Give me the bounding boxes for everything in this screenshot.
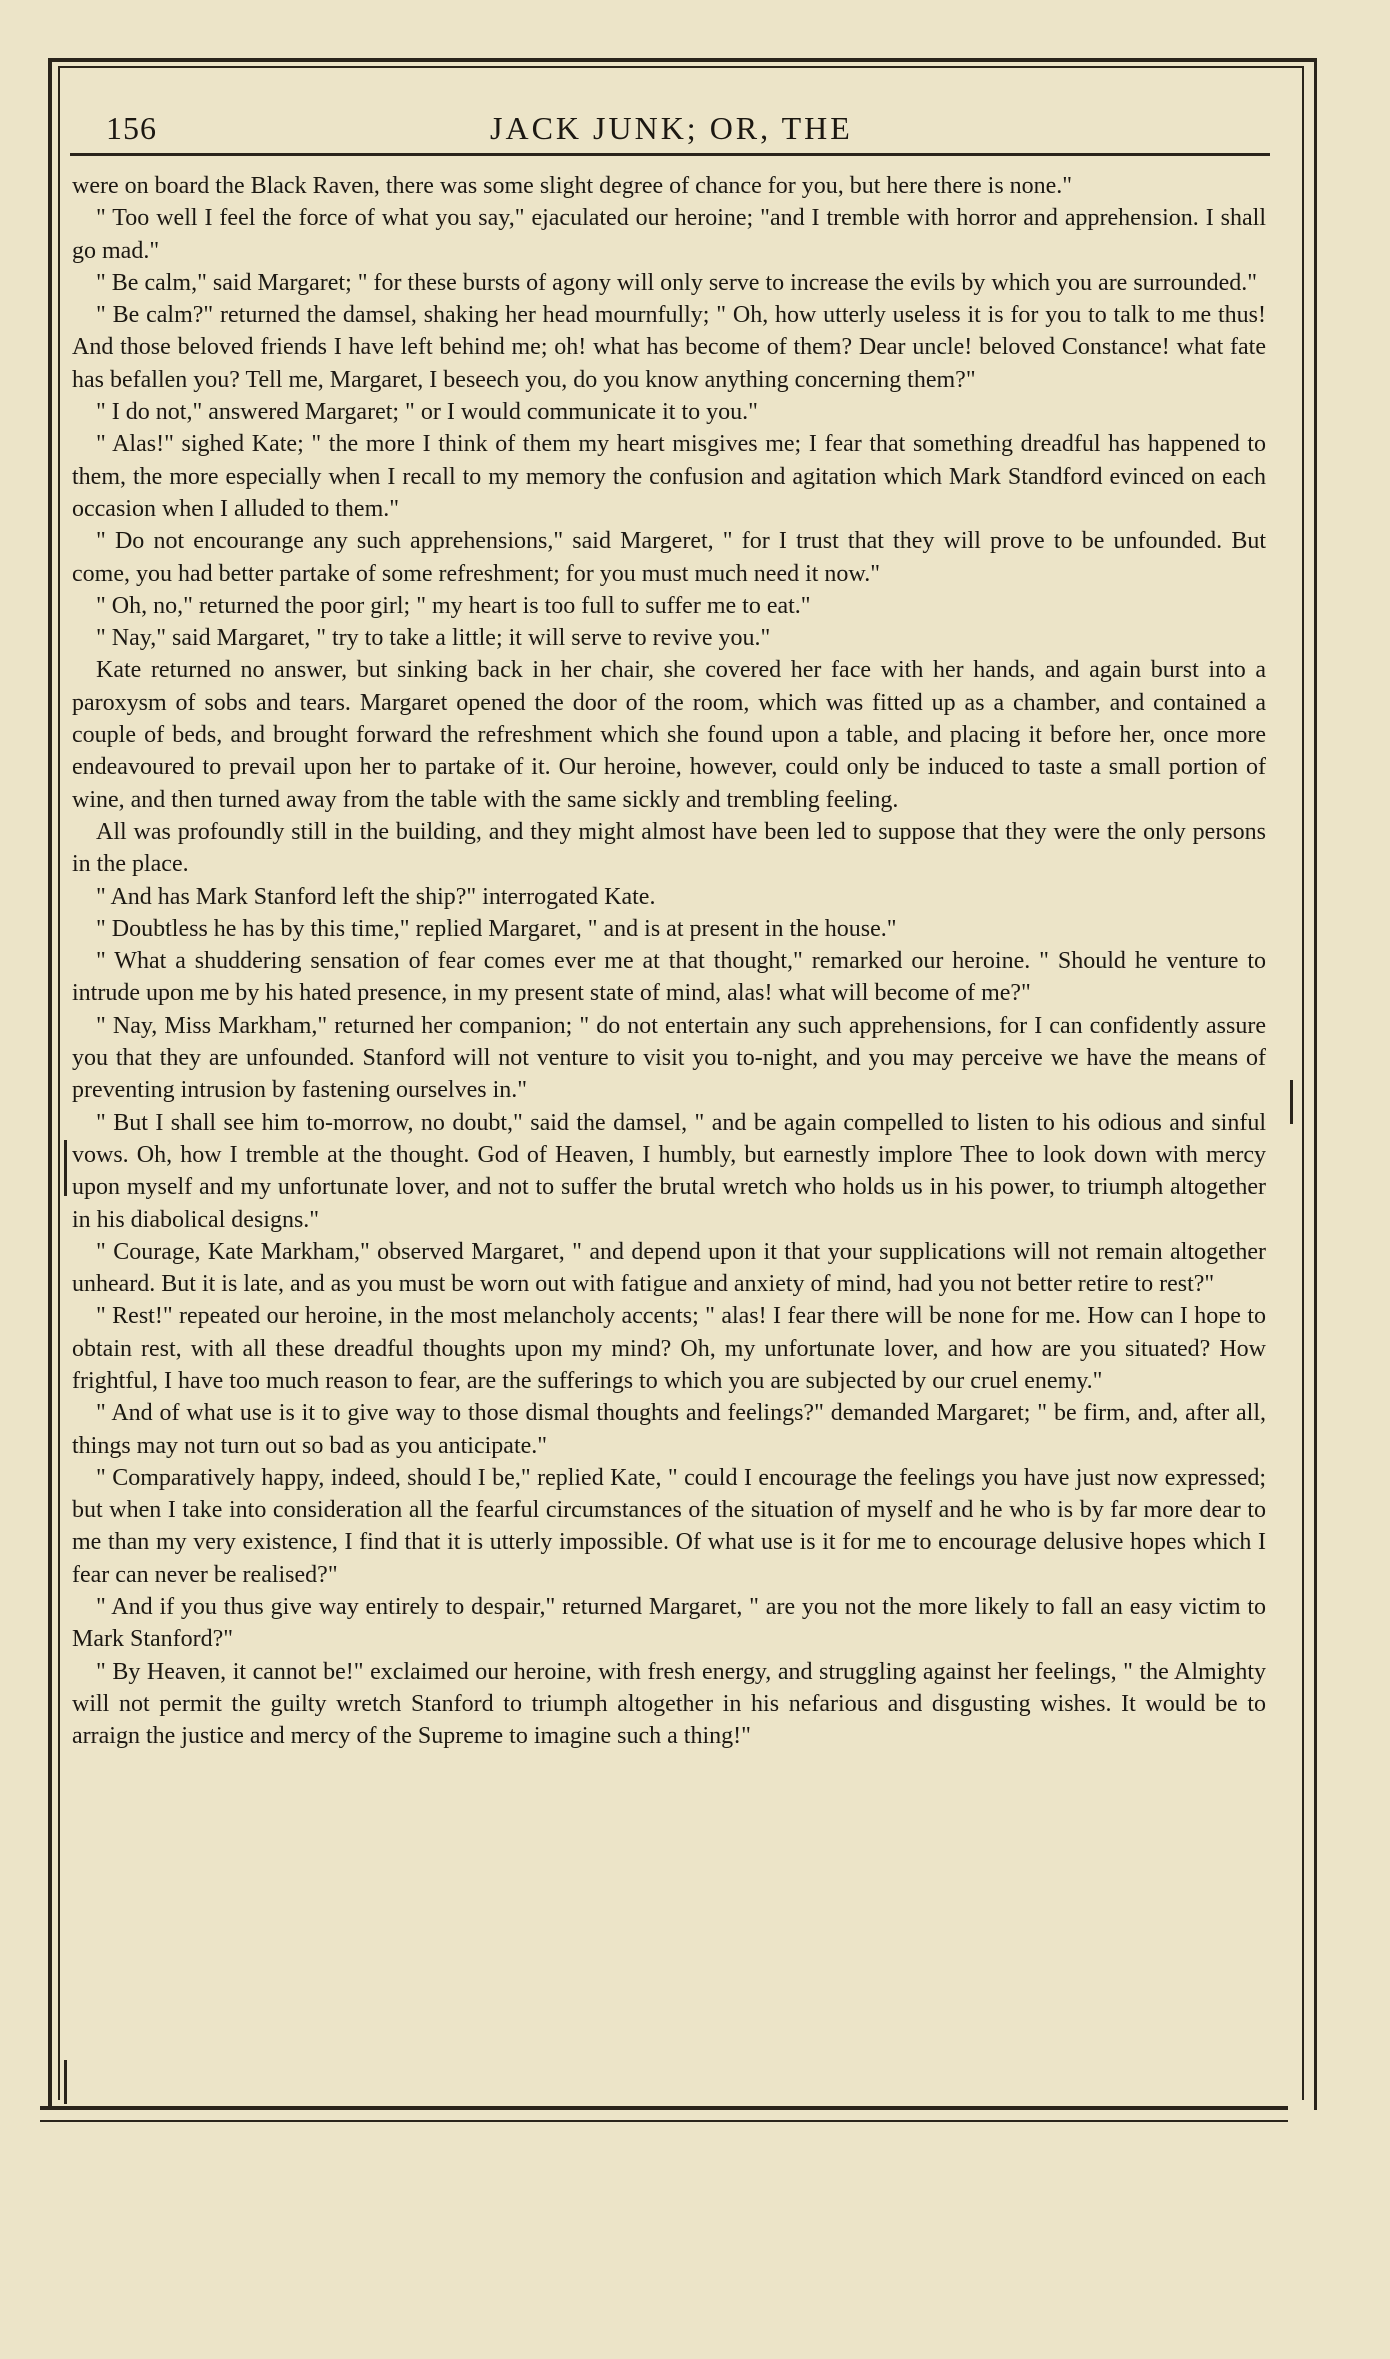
page-number: 156: [106, 110, 157, 146]
body-text: [72, 170, 1266, 1753]
paragraph: Kate returned no answer, but sinking back in her chair, she covered her face with her hands, and again burst into a paroxysm of sobs and tears. Margaret opened the door of the room, which was fitted up as a chamber, and contained a couple of beds, and brought forward the refreshment which she found upon a table, and placing it before her, once more endeavoured to prevail upon her to partake of it. Our heroine, however, could only be induced to taste a small portion of wine, and then turned away from the table with the same sickly and trembling feeling.: [72, 657, 1266, 813]
margin-mark: [64, 1140, 67, 1196]
page-header: [70, 100, 1270, 160]
margin-mark: [64, 2060, 67, 2104]
paragraph: " Comparatively happy, indeed, should I be," replied Kate, " could I encourage the feelings you have just now expressed; but when I take into consideration all the fearful circumstances of the situation of myself and he who is by far more dear to me than my very existence, I find that it is utterly impossible. Of what use is it for me to encourage delusive hopes which I fear can never be realised?": [72, 1464, 1266, 1588]
paragraph: " I do not," answered Margaret; " or I would communicate it to you.": [96, 399, 758, 426]
paragraph: " Alas!" sighed Kate; " the more I think of them my heart misgives me; I fear that something dreadful has happened to them, the more especially when I recall to my memory the confusion and agitation which Mark Standford evinced on each occasion when I alluded to them.": [72, 431, 1266, 522]
bottom-rule: [40, 2106, 1288, 2122]
paragraph: " But I shall see him to-morrow, no doubt," said the damsel, " and be again compelled to listen to his odious and sinful vows. Oh, how I tremble at the thought. God of Heaven, I humbly, but earnestly implore Thee to look down with mercy upon myself and my unfortunate lover, and not to suffer the brutal wretch who holds us in his power, to triumph altogether in his diabolical designs.": [72, 1109, 1266, 1233]
paragraph: " Doubtless he has by this time," replied Margaret, " and is at present in the house.": [96, 915, 897, 942]
paragraph: All was profoundly still in the building, and they might almost have been led to suppose that they were the only persons in the place.: [72, 818, 1266, 878]
paragraph: were on board the Black Raven, there was some slight degree of chance for you, but here there is none.": [72, 173, 1073, 199]
paragraph: " Be calm," said Margaret; " for these bursts of agony will only serve to increase the evils by which you are surrounded.": [96, 269, 1258, 296]
paragraph: " Do not encourange any such apprehensions," said Margeret, " for I trust that they will prove to be unfounded. But come, you had better partake of some refreshment; for you must much need it now.": [72, 528, 1266, 587]
paragraph: " Rest!" repeated our heroine, in the most melancholy accents; " alas! I fear there will be none for me. How can I hope to obtain rest, with all these dreadful thoughts upon my mind? Oh, my unfortunate lover, and how are you situated? How frightful, I have too much reason to fear, are the sufferings to which you are subjected by our cruel enemy.": [72, 1303, 1266, 1394]
paragraph: " Courage, Kate Markham," observed Margaret, " and depend upon it that your supplications will not remain altogether unheard. But it is late, and as you must be worn out with fatigue and anxiety of mind, had you not better retire to rest?": [72, 1238, 1266, 1298]
paragraph: " Too well I feel the force of what you say," ejaculated our heroine; "and I tremble with horror and apprehension. I shall go mad.": [72, 205, 1266, 264]
paragraph: " Oh, no," returned the poor girl; " my heart is too full to suffer me to eat.": [96, 592, 811, 619]
running-title: JACK JUNK; OR, THE: [490, 110, 853, 146]
paragraph: " Nay, Miss Markham," returned her companion; " do not entertain any such apprehensions, for I can confidently assure you that they are unfounded. Stanford will not venture to visit you to-night, and you may perceive we have the means of preventing intrusion by fastening ourselves in.": [72, 1012, 1266, 1104]
paragraph: " And of what use is it to give way to those dismal thoughts and feelings?" demanded Margaret; " be firm, and, after all, things may not turn out so bad as you anticipate.": [72, 1400, 1266, 1459]
paragraph: " What a shuddering sensation of fear comes ever me at that thought," remarked our heroine. " Should he venture to intrude upon me by his hated presence, in my present state of mind, alas! what will become of me?": [72, 948, 1266, 1007]
margin-mark: [1290, 1080, 1293, 1124]
paragraph: " And if you thus give way entirely to despair," returned Margaret, " are you not the more likely to fall an easy victim to Mark Stanford?": [72, 1594, 1266, 1653]
header-rule: [70, 153, 1270, 156]
paragraph: " By Heaven, it cannot be!" exclaimed our heroine, with fresh energy, and struggling against her feelings, " the Almighty will not permit the guilty wretch Stanford to triumph altogether in his nefarious and disgusting wishes. It would be to arraign the justice and mercy of the Supreme to imagine such a thing!": [72, 1658, 1266, 1750]
paragraph: " Nay," said Margaret, " try to take a little; it will serve to revive you.": [96, 625, 771, 652]
paragraph: " Be calm?" returned the damsel, shaking her head mournfully; " Oh, how utterly useless it is for you to talk to me thus! And those beloved friends I have left behind me; oh! what has become of them? Dear uncle! beloved Constance! what fate has befallen you? Tell me, Margaret, I beseech you, do you know anything concerning them?": [72, 302, 1266, 393]
paragraph: " And has Mark Stanford left the ship?" interrogated Kate.: [96, 883, 656, 910]
